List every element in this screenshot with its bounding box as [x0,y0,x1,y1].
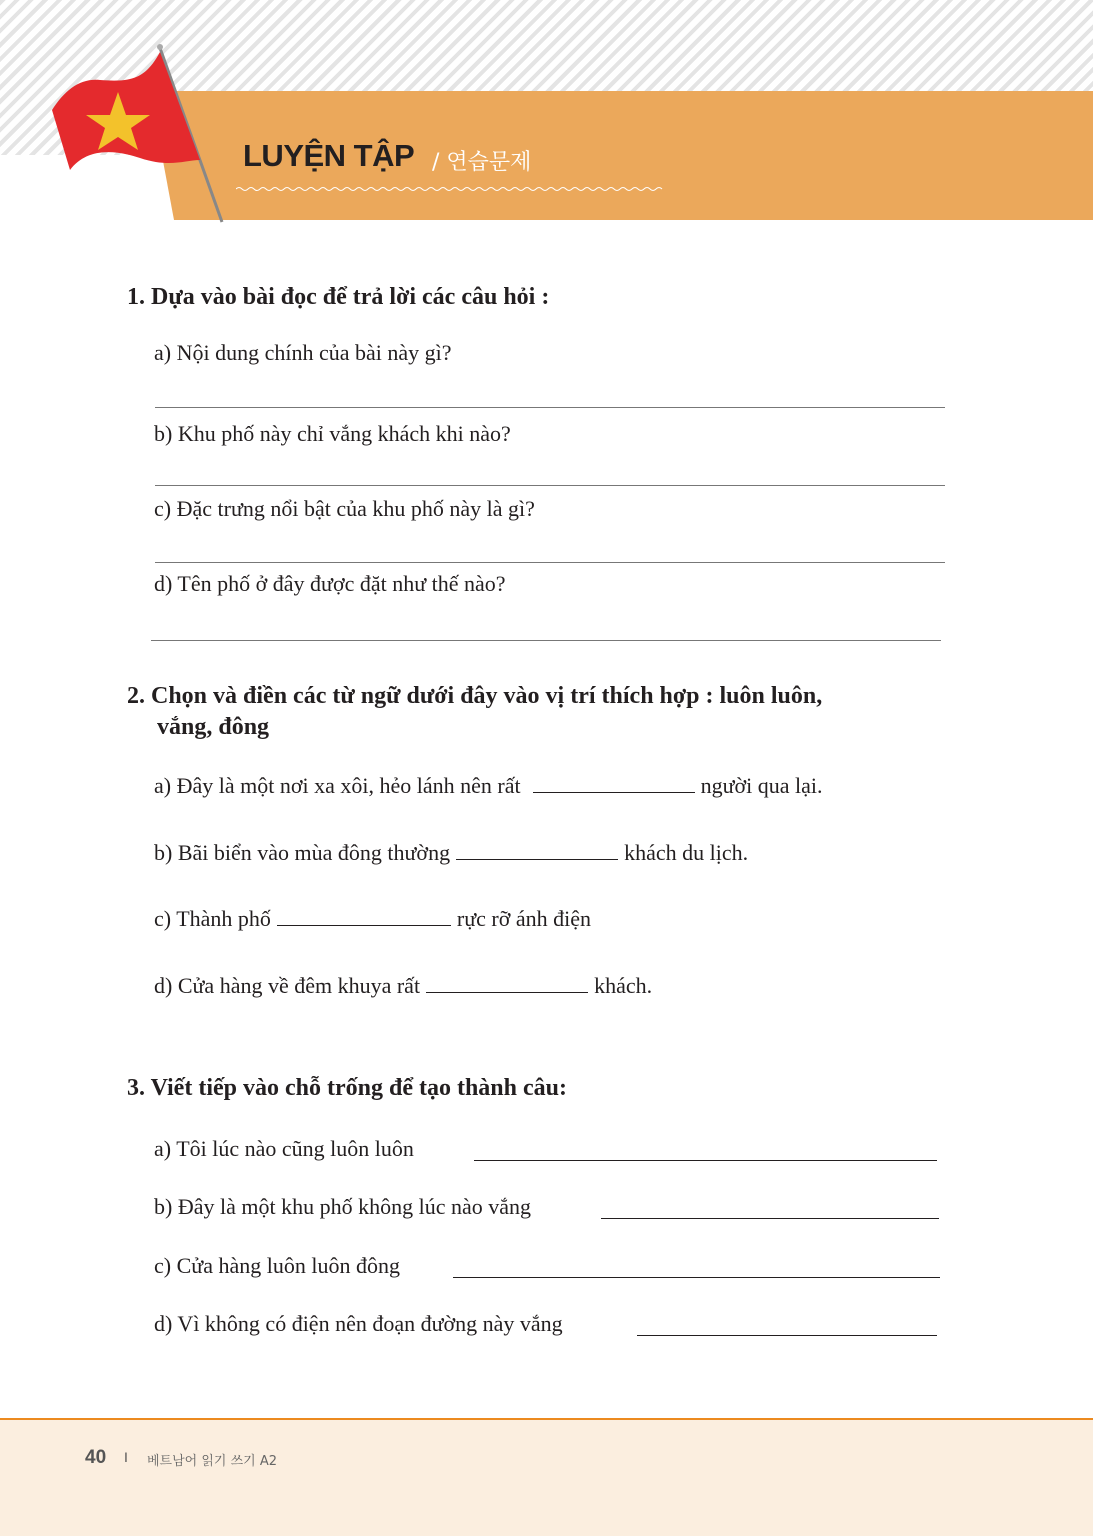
page-subtitle: / 연습문제 [432,150,532,175]
question-1d: d) Tên phố ở đây được đặt như thế nào? [154,571,506,596]
question-2c [154,906,591,932]
answer-line-3b[interactable] [601,1218,939,1219]
vietnam-flag-icon [40,40,230,230]
question-1a: a) Nội dung chính của bài này gì? [154,340,452,365]
question-3-heading: 3. Viết tiếp vào chỗ trống để tạo thành câu: [127,1075,567,1101]
sentence-start: a) Đây là một nơi xa xôi, hẻo lánh nên rất [154,773,521,798]
answer-line-1b[interactable] [155,485,945,486]
page-footer [0,1418,1093,1536]
question-2-heading: 2. Chọn và điền các từ ngữ dưới đây vào vị trí thích hợp : luôn luôn, [127,683,823,709]
sentence-start: b) Bãi biển vào mùa đông thường [154,840,451,865]
sentence-end: khách. [594,973,653,998]
question-3b: b) Đây là một khu phố không lúc nào vắng [154,1194,531,1219]
question-2d [154,973,652,999]
question-1b: b) Khu phố này chỉ vắng khách khi nào? [154,421,511,446]
question-1-heading: 1. Dựa vào bài đọc để trả lời các câu hỏi : [127,284,550,310]
question-1c: c) Đặc trưng nổi bật của khu phố này là gì? [154,496,535,521]
answer-line-1d[interactable] [151,640,941,641]
question-2-heading-cont: vắng, đông [157,714,270,740]
question-3d: d) Vì không có điện nên đoạn đường này vắng [154,1311,563,1336]
sentence-end: khách du lịch. [624,840,749,865]
book-title: 베트남어 읽기 쓰기 A2 [147,1454,278,1469]
blank-2d[interactable] [426,974,588,993]
blank-2a[interactable] [533,774,695,793]
sentence-end: rực rỡ ánh điện [456,906,592,931]
question-2a [154,773,823,799]
question-2b [154,840,748,866]
question-3a: a) Tôi lúc nào cũng luôn luôn [154,1136,414,1161]
page-number: 40 [85,1447,107,1468]
answer-line-3d[interactable] [637,1335,937,1336]
blank-2c[interactable] [277,907,451,926]
answer-line-1c[interactable] [155,562,945,563]
answer-line-3c[interactable] [453,1277,940,1278]
footer-separator: I [124,1449,128,1465]
wavy-divider [236,186,666,192]
answer-line-3a[interactable] [474,1160,937,1161]
page-title: LUYỆN TẬP [243,138,415,173]
answer-line-1a[interactable] [155,407,945,408]
sentence-end: người qua lại. [700,773,823,798]
question-3c: c) Cửa hàng luôn luôn đông [154,1253,400,1278]
blank-2b[interactable] [456,841,618,860]
sentence-start: c) Thành phố [154,906,271,931]
sentence-start: d) Cửa hàng về đêm khuya rất [154,973,421,998]
